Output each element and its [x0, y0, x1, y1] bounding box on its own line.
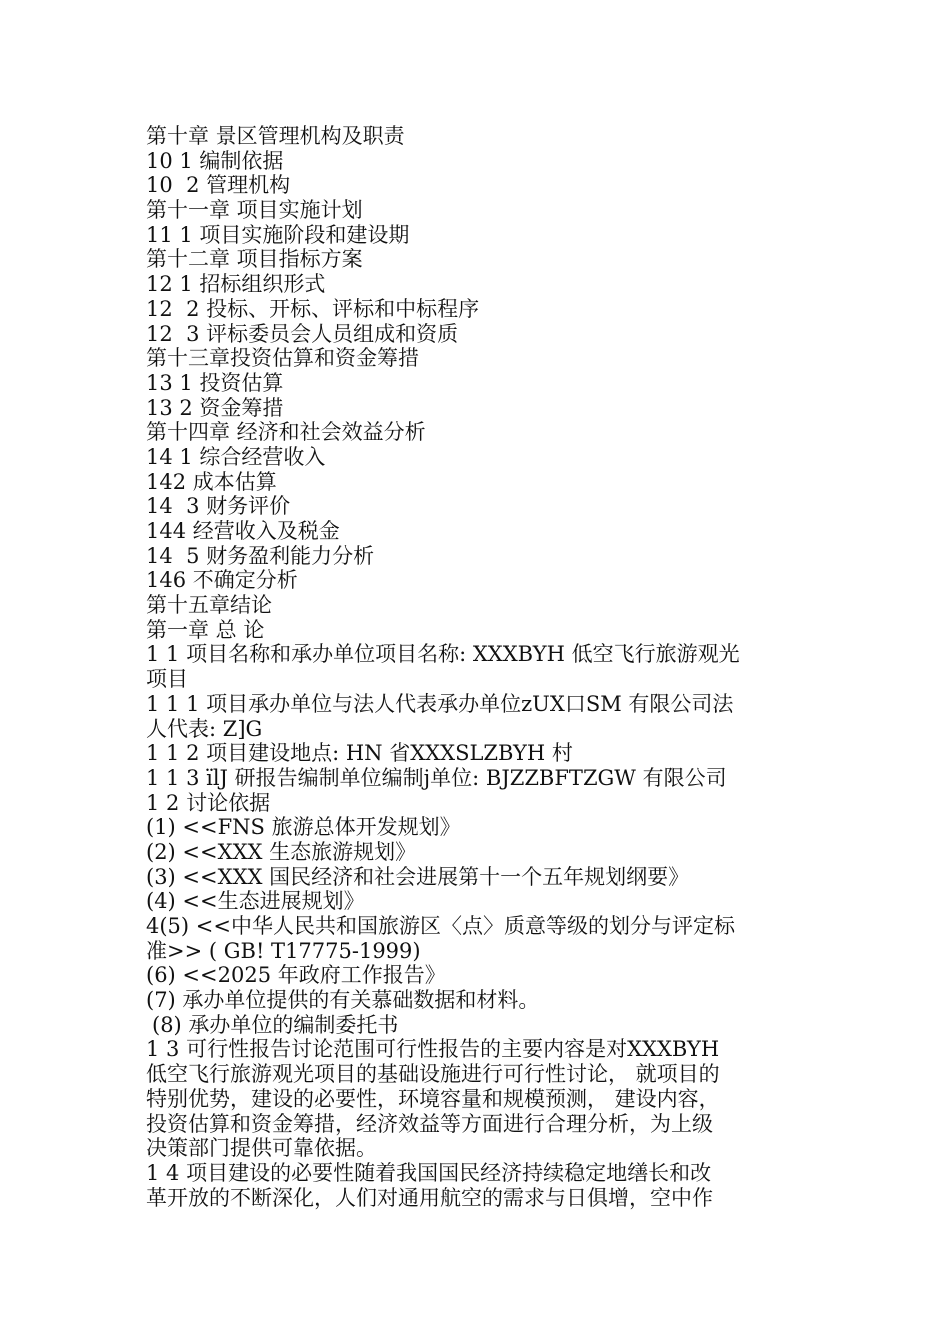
text-line-1-1-cont: 项目	[146, 667, 188, 692]
text-line-10-1: 10 1 编制依据	[146, 148, 284, 173]
text-line-13-1: 13 1 投资估算	[146, 370, 284, 395]
text-line-basis-1: (1) <<FNS 旅游总体开发规划》	[146, 815, 461, 840]
text-line-basis-5-cont: 准>> ( GB! T17775-1999)	[146, 938, 421, 963]
text-line-14-4: 144 经营收入及税金	[146, 519, 340, 543]
text-line-1-2: 1 2 讨论依据	[146, 790, 271, 815]
text-line-basis-5: 4(5) <<中华人民共和国旅游区〈点〉质意等级的划分与评定标	[146, 914, 735, 938]
text-line-ch1-title: 第一章 总 论	[146, 617, 265, 642]
text-line-1-1-3: 1 1 3 ïlJ 研报告编制单位编制j单位: BJZZBFTZGW 有限公司	[146, 765, 727, 790]
text-line-1-1-2: 1 1 2 项目建设地点: HN 省XXXSLZBYH 村	[146, 741, 573, 766]
text-line-14-2: 142 成本估算	[146, 469, 277, 494]
text-line-ch10-title: 第十章 景区管理机构及职责	[146, 124, 405, 148]
text-line-14-5: 14 5 财务盈利能力分析	[146, 543, 375, 568]
text-line-basis-6: (6) <<2025 年政府工作报告》	[146, 963, 446, 988]
text-line-12-2: 12 2 投标、开标、评标和中标程序	[146, 296, 480, 321]
text-line-basis-3: (3) <<XXX 国民经济和社会进展第十一个五年规划纲要》	[146, 864, 690, 889]
text-line-ch12-title: 第十二章 项目指标方案	[146, 247, 363, 272]
text-line-1-3: 1 3 可行性报告讨论范围可行性报告的主要内容是对XXXBYH	[146, 1037, 720, 1062]
text-line-1-1-1: 1 1 1 项目承办单位与法人代表承办单位zUX口SM 有限公司法	[146, 691, 734, 716]
text-line-1-4-cont: 革开放的不断深化，人们对通用航空的需求与日俱增，空中作	[146, 1185, 713, 1210]
text-line-1-1-1-cont: 人代表: Z]G	[146, 716, 263, 741]
text-line-1-4: 1 4 项目建设的必要性随着我国国民经济持续稳定地缮长和改	[146, 1160, 712, 1185]
text-line-14-3: 14 3 财务评价	[146, 494, 291, 519]
text-line-14-1: 14 1 综合经营收入	[146, 444, 326, 469]
text-line-ch13-title: 第十三章投资估算和资金筹措	[146, 346, 419, 371]
text-line-1-3-cont-4: 决策部门提供可靠依据。	[146, 1136, 377, 1161]
text-line-1-3-cont-1: 低空飞行旅游观光项目的基础设施进行可行性讨论， 就项目的	[146, 1062, 720, 1087]
document-body	[146, 124, 816, 1210]
text-line-basis-7: (7) 承办单位提供的有关慕础数据和材料。	[146, 988, 540, 1013]
text-line-ch15-title: 第十五章结论	[146, 593, 272, 618]
text-line-1-3-cont-2: 特别优势，建设的必要性，环境容量和规模预测， 建设内容，	[146, 1086, 720, 1111]
text-line-ch11-title: 第十一章 项目实施计划	[146, 198, 363, 223]
text-line-12-3: 12 3 评标委员会人员组成和资质	[146, 321, 459, 346]
text-line-1-3-cont-3: 投资估算和资金筹措，经济效益等方面进行合理分析，为上级	[146, 1111, 713, 1136]
text-line-12-1: 12 1 招标组织形式	[146, 272, 326, 297]
text-line-basis-4: (4) <<生态进展规划》	[146, 889, 365, 914]
text-line-11-1: 11 1 项目实施阶段和建设期	[146, 222, 410, 247]
text-line-14-6: 146 不确定分析	[146, 568, 298, 593]
text-line-basis-8: (8) 承办单位的编制委托书	[152, 1012, 399, 1037]
text-line-10-2: 10 2 管理机构	[146, 173, 291, 198]
text-line-basis-2: (2) <<XXX 生态旅游规划》	[146, 839, 417, 864]
text-line-ch14-title: 第十四章 经济和社会效益分析	[146, 420, 426, 445]
text-line-1-1: 1 1 项目名称和承办单位项目名称: XXXBYH 低空飞行旅游观光	[146, 642, 740, 667]
text-line-13-2: 13 2 资金筹措	[146, 395, 284, 420]
